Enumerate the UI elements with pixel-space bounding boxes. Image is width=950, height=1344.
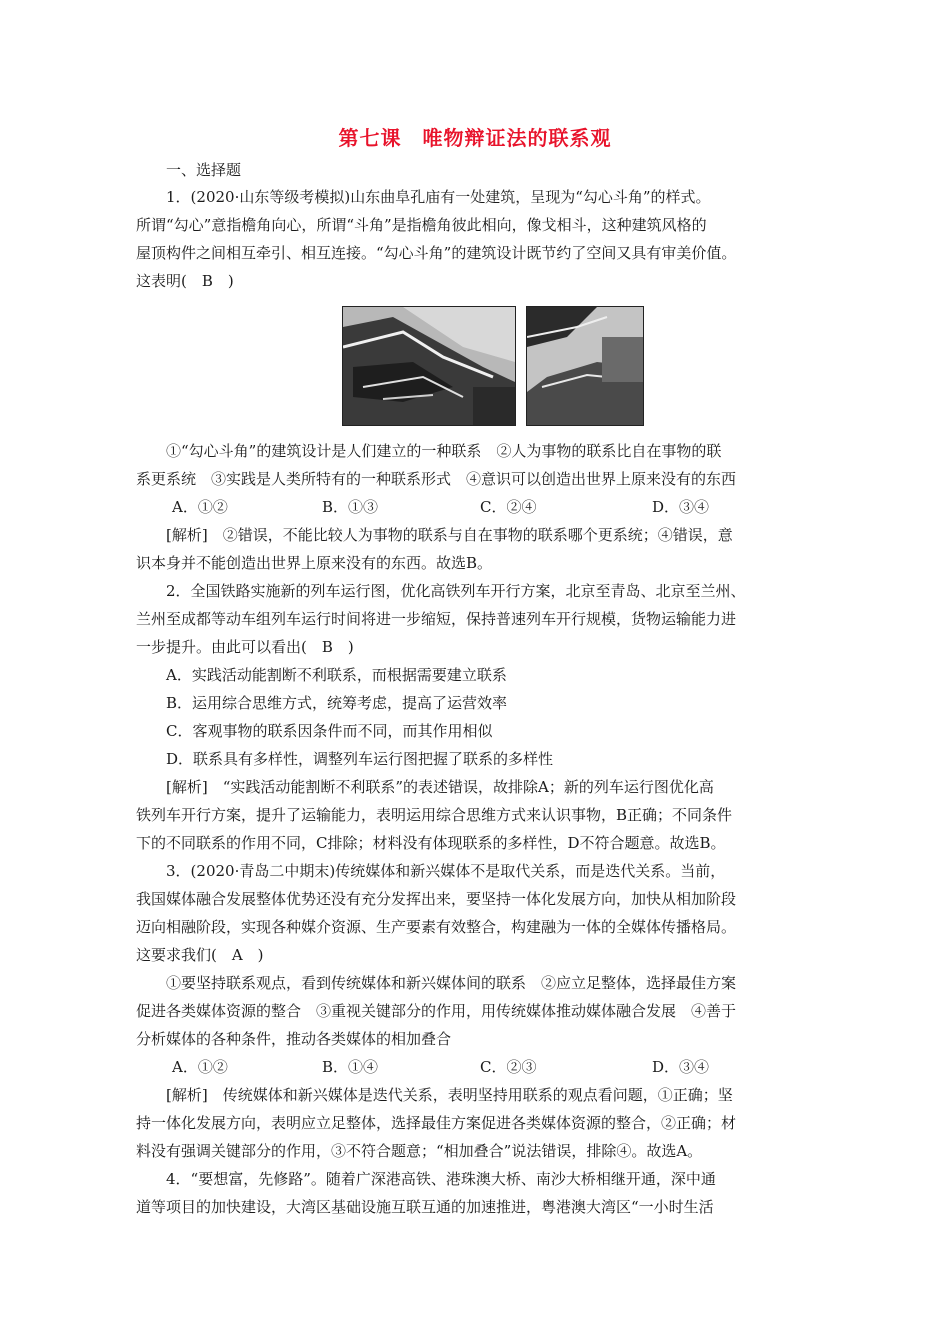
q3-statement: 分析媒体的各种条件，推动各类媒体的相加叠合 — [136, 1030, 452, 1048]
q3-option-b: B．①④ — [322, 1058, 379, 1076]
q2-line: 一步提升。由此可以看出( B ) — [136, 638, 354, 656]
roof-photo-left — [342, 306, 516, 426]
q2-option-c: C．客观事物的联系因条件而不同，而其作用相似 — [166, 722, 493, 740]
q1-line: 屋顶构件之间相互牵引、相互连接。“勾心斗角”的建筑设计既节约了空间又具有审美价值。 — [136, 244, 737, 262]
q2-analysis: [解析] “实践活动能割断不利联系”的表述错误，故排除A；新的列车运行图优化高 — [166, 778, 714, 796]
q1-analysis: 识本身并不能创造出世界上原来没有的东西。故选B。 — [136, 554, 493, 572]
q1-option-d: D．③④ — [652, 498, 710, 516]
q2-option-a: A．实践活动能割断不利联系，而根据需要建立联系 — [166, 666, 507, 684]
q2-analysis: 铁列车开行方案，提升了运输能力，表明运用综合思维方式来认识事物，B正确；不同条件 — [136, 806, 733, 824]
q1-option-c: C．②④ — [480, 498, 537, 516]
q3-line: 这要求我们( A ) — [136, 946, 264, 964]
section-heading: 一、选择题 — [166, 161, 242, 179]
q3-option-c: C．②③ — [480, 1058, 537, 1076]
q3-analysis: 料没有强调关键部分的作用，③不符合题意；“相加叠合”说法错误，排除④。故选A。 — [136, 1142, 703, 1160]
q1-line: 所谓“勾心”意指檐角向心，所谓“斗角”是指檐角彼此相向，像戈相斗，这种建筑风格的 — [136, 216, 707, 234]
q1-option-a: A．①② — [172, 498, 228, 516]
q2-option-d: D．联系具有多样性，调整列车运行图把握了联系的多样性 — [166, 750, 554, 768]
q2-analysis: 下的不同联系的作用不同，C排除；材料没有体现联系的多样性，D不符合题意。故选B。 — [136, 834, 726, 852]
lesson-title: 第七课 唯物辩证法的联系观 — [338, 126, 612, 150]
q3-analysis: [解析] 传统媒体和新兴媒体是迭代关系，表明坚持用联系的观点看问题，①正确；坚 — [166, 1086, 733, 1104]
q1-option-b: B．①③ — [322, 498, 379, 516]
q4-line: 道等项目的加快建设，大湾区基础设施互联互通的加速推进，粤港澳大湾区“一小时生活 — [136, 1198, 714, 1216]
q1-analysis: [解析] ②错误，不能比较人为事物的联系与自在事物的联系哪个更系统；④错误，意 — [166, 526, 733, 544]
q3-analysis: 持一体化发展方向，表明应立足整体，选择最佳方案促进各类媒体资源的整合，②正确；材 — [136, 1114, 737, 1132]
q2-line: 兰州至成都等动车组列车运行时间将进一步缩短，保持普速列车开行规模，货物运输能力进 — [136, 610, 737, 628]
q3-statement: 促进各类媒体资源的整合 ③重视关键部分的作用，用传统媒体推动媒体融合发展 ④善于 — [136, 1002, 737, 1020]
q2-line: 2．全国铁路实施新的列车运行图，优化高铁列车开行方案，北京至青岛、北京至兰州、 — [166, 582, 746, 600]
q3-option-a: A．①② — [172, 1058, 228, 1076]
q1-statement: ①“勾心斗角”的建筑设计是人们建立的一种联系 ②人为事物的联系比自在事物的联 — [166, 442, 722, 460]
q3-line: 迈向相融阶段，实现各种媒介资源、生产要素有效整合，构建融为一体的全媒体传播格局。 — [136, 918, 737, 936]
q2-option-b: B．运用综合思维方式，统筹考虑，提高了运营效率 — [166, 694, 508, 712]
q1-line: 1．(2020·山东等级考模拟)山东曲阜孔庙有一处建筑，呈现为“勾心斗角”的样式。 — [166, 188, 711, 206]
q3-line: 我国媒体融合发展整体优势还没有充分发挥出来，要坚持一体化发展方向，加快从相加阶段 — [136, 890, 737, 908]
q3-statement: ①要坚持联系观点，看到传统媒体和新兴媒体间的联系 ②应立足整体，选择最佳方案 — [166, 974, 737, 992]
roof-photo-right — [526, 306, 644, 426]
q3-line: 3．(2020·青岛二中期末)传统媒体和新兴媒体不是取代关系，而是迭代关系。当前， — [166, 862, 726, 880]
q1-statement: 系更系统 ③实践是人类所特有的一种联系形式 ④意识可以创造出世界上原来没有的东西 — [136, 470, 737, 488]
q3-option-d: D．③④ — [652, 1058, 710, 1076]
q1-line: 这表明( B ) — [136, 272, 234, 290]
q4-line: 4．“要想富，先修路”。随着广深港高铁、港珠澳大桥、南沙大桥相继开通，深中通 — [166, 1170, 716, 1188]
